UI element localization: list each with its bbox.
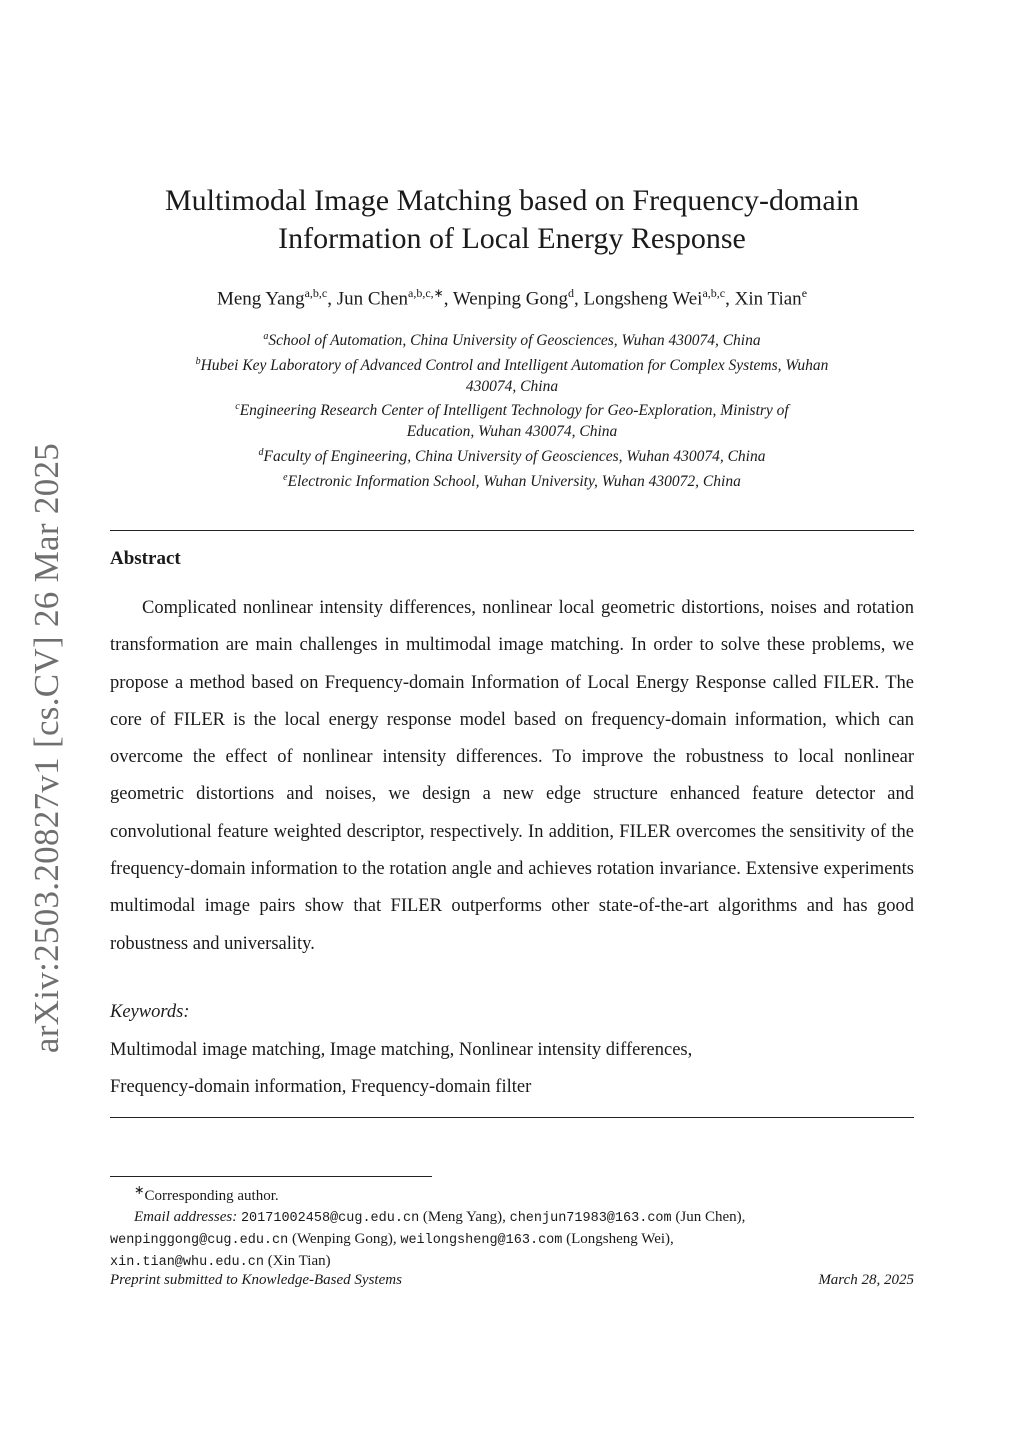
author-name: Xin Tian [734, 288, 802, 310]
affiliation-text: Engineering Research Center of Intelligent Technology for Geo-Exploration, Ministry of [239, 402, 789, 420]
email-line-3 [110, 1251, 914, 1273]
arxiv-identifier: arXiv:2503.20827v1 [cs.CV] 26 Mar 2025 [27, 442, 66, 1054]
preprint-date: March 28, 2025 [818, 1272, 914, 1288]
email-link[interactable]: chenjun71983@163.com [509, 1211, 672, 1226]
affiliation-mark: b [195, 355, 201, 367]
affiliation-list [112, 327, 912, 493]
keywords-line-1: Multimodal image matching, Image matching, Nonlinear intensity differences, [110, 1040, 693, 1060]
email-line-2 [110, 1229, 914, 1251]
author-list: Meng Yang$^{a,b,c}$, Jun Chen$^{a,b,c,∗}$, Wenping Gong$^d$, Longsheng Wei$^{a,b,c}$, Xin Tian$^e$ [216, 286, 808, 310]
affiliation-mark: d [258, 446, 264, 458]
footnote-mark: ∗ [134, 1183, 145, 1197]
email-link[interactable]: wenpinggong@cug.edu.cn [110, 1233, 289, 1248]
title-line-1: Multimodal Image Matching based on Frequency-domain [165, 184, 859, 217]
abstract-bottom-rule [110, 1117, 914, 1118]
affiliation-text: Faculty of Engineering, China University of Geosciences, Wuhan 430074, China [263, 448, 766, 466]
affiliation-mark: e [283, 471, 288, 483]
affiliation-e [112, 468, 912, 493]
affiliation-b-cont: 430074, China [465, 377, 559, 395]
email-link[interactable]: weilongsheng@163.com [400, 1233, 563, 1248]
email-link[interactable]: 20171002458@cug.edu.cn [240, 1211, 420, 1226]
abstract-body: Complicated nonlinear intensity differences, nonlinear local geometric distortions, noises and rotation transformation are main challenges in multimodal image matching. In order to solve these problems, we propose a method based on Frequency-domain Information of Local Energy Response called FILER. The core of FILER is the local energy response model based on frequency-domain information, which can overcome the effect of nonlinear intensity differences. To improve the robustness to local nonlinear geometric distortions and noises, we design a new edge structure enhanced feature detector and convolutional feature weighted descriptor, respectively. In addition, FILER overcomes the sensitivity of the frequency-domain information to the rotation angle and achieves rotation invariance. Extensive experiments multimodal image pairs show that FILER outperforms other state-of-the-art algorithms and has good robustness and universality. [110, 598, 914, 954]
email-owner: (Meng Yang), [422, 1209, 506, 1225]
affiliation-c-cont: Education, Wuhan 430074, China [406, 423, 618, 441]
author-affil-marks: a,b,c,∗ [408, 286, 444, 300]
author-affil-marks: a,b,c [702, 286, 726, 300]
keywords-line-2: Frequency-domain information, Frequency-domain filter [110, 1077, 532, 1097]
author-name: Meng Yang [216, 288, 305, 310]
corresponding-author-note [110, 1180, 914, 1207]
email-label: Email addresses: [134, 1209, 238, 1225]
title-line-2: Information of Local Energy Response [278, 222, 746, 255]
affiliation-mark: a [263, 331, 269, 342]
email-line-1 [110, 1207, 914, 1229]
affiliation-mark: c [235, 401, 240, 413]
footnote-rule [110, 1176, 432, 1177]
author-name: Wenping Gong [452, 288, 568, 310]
abstract-heading: Abstract [110, 548, 181, 569]
email-owner: (Longsheng Wei), [566, 1231, 674, 1247]
affiliation-text: Electronic Information School, Wuhan University, Wuhan 430072, China [287, 473, 741, 490]
preprint-venue: Preprint submitted to Knowledge-Based Systems [110, 1272, 402, 1288]
affiliation-text: Hubei Key Laboratory of Advanced Control and Intelligent Automation for Complex Systems, Wuhan [200, 357, 829, 375]
affiliation-b [112, 352, 912, 377]
email-link[interactable]: xin.tian@whu.edu.cn [110, 1255, 264, 1270]
footnotes [110, 1180, 914, 1273]
affiliation-d [112, 443, 912, 468]
affiliation-c [112, 397, 912, 422]
email-owner: (Xin Tian) [267, 1253, 331, 1269]
paper-title [112, 182, 912, 258]
author-affil-marks: d [568, 286, 574, 300]
author-affil-marks: e [801, 286, 808, 300]
author-name: Jun Chen [336, 288, 408, 310]
affiliation-text: School of Automation, China University of Geosciences, Wuhan 430074, China [268, 332, 761, 350]
email-owner: (Jun Chen), [675, 1209, 746, 1225]
author-affil-marks: a,b,c [304, 286, 328, 300]
keywords-label: Keywords: [110, 1002, 190, 1022]
abstract-top-rule [110, 530, 914, 531]
page-footer [110, 1272, 914, 1289]
corresponding-author-text: Corresponding author. [144, 1188, 279, 1204]
author-name: Longsheng Wei [583, 288, 703, 310]
affiliation-a [112, 327, 912, 352]
email-owner: (Wenping Gong), [291, 1231, 397, 1247]
